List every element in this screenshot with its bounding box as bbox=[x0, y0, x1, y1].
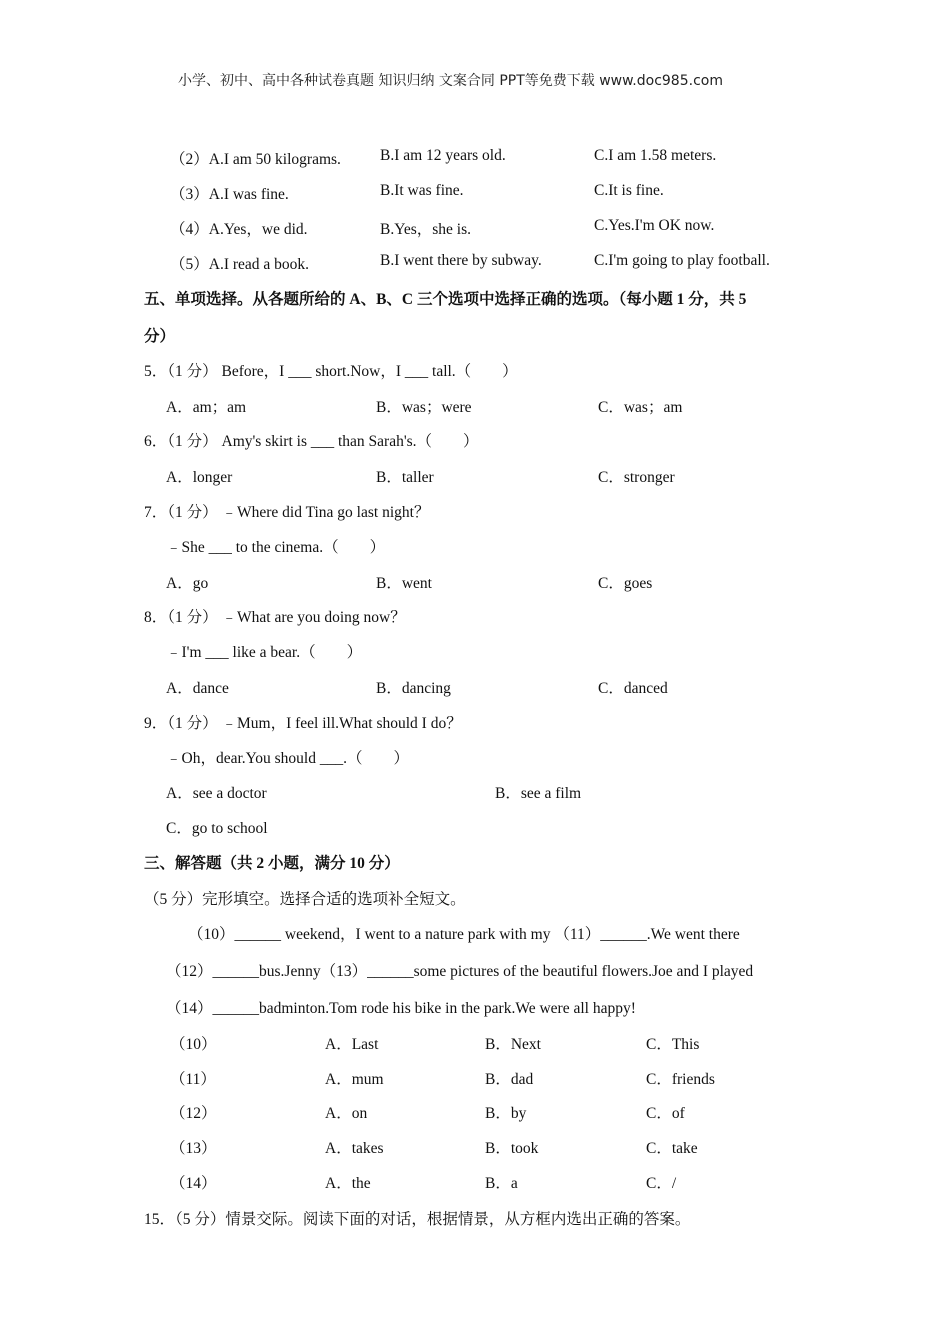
option-b: B．dancing bbox=[376, 680, 451, 697]
question-stem: 5．（1 分） Before，I ___ short.Now，I ___ tall.（ ） bbox=[144, 363, 518, 380]
option-b: B．a bbox=[485, 1175, 518, 1192]
option-c: C．take bbox=[646, 1140, 698, 1157]
passage-line: （10）______ weekend，I went to a nature park with my （11）______.We went there bbox=[188, 926, 740, 943]
option-number: （11） bbox=[170, 1071, 216, 1088]
option-c: C.It is fine. bbox=[594, 182, 664, 199]
option-a: A．mum bbox=[325, 1071, 384, 1088]
option-b: B.I went there by subway. bbox=[380, 252, 542, 269]
option-c: C．/ bbox=[646, 1175, 677, 1192]
option-a: （3）A.I was fine. bbox=[170, 186, 289, 203]
question-stem: 6．（1 分） Amy's skirt is ___ than Sarah's.（ ） bbox=[144, 433, 479, 450]
option-a: A．Last bbox=[325, 1036, 379, 1053]
question-stem-line2: ﹣She ___ to the cinema.（ ） bbox=[166, 539, 386, 556]
question-stem: 8．（1 分） ﹣What are you doing now？ bbox=[144, 609, 406, 626]
option-b: B．dad bbox=[485, 1071, 534, 1088]
question-stem-line2: ﹣I'm ___ like a bear.（ ） bbox=[166, 644, 363, 661]
option-a: （5）A.I read a book. bbox=[170, 256, 310, 273]
option-b: B.Yes，she is. bbox=[380, 221, 472, 238]
option-c: C．go to school bbox=[166, 820, 268, 837]
option-a: （4）A.Yes，we did. bbox=[170, 221, 308, 238]
passage-line: （12）______bus.Jenny（13）______some pictures of the beautiful flowers.Joe and I played bbox=[166, 963, 754, 980]
option-c: C．friends bbox=[646, 1071, 715, 1088]
option-c: C.I'm going to play football. bbox=[594, 252, 770, 269]
option-a: A．see a doctor bbox=[166, 785, 267, 802]
option-a: A．on bbox=[325, 1105, 368, 1122]
option-a: A．takes bbox=[325, 1140, 384, 1157]
option-a: A．the bbox=[325, 1175, 371, 1192]
option-b: B.It was fine. bbox=[380, 182, 464, 199]
option-number: （10） bbox=[170, 1036, 217, 1053]
option-a: A．longer bbox=[166, 469, 233, 486]
section-title-continued: 分） bbox=[144, 328, 176, 345]
option-b: B．was；were bbox=[376, 399, 472, 416]
option-a: A．am；am bbox=[166, 399, 247, 416]
question-stem: 7．（1 分） ﹣Where did Tina go last night？ bbox=[144, 504, 430, 521]
option-b: B．by bbox=[485, 1105, 527, 1122]
option-c: C．of bbox=[646, 1105, 685, 1122]
question-stem: 15．（5 分）情景交际。阅读下面的对话，根据情景，从方框内选出正确的答案。 bbox=[144, 1211, 691, 1228]
option-a: （2）A.I am 50 kilograms. bbox=[170, 151, 341, 168]
option-c: C．stronger bbox=[598, 469, 675, 486]
option-b: B．went bbox=[376, 575, 432, 592]
question-stem: 9．（1 分） ﹣Mum，I feel ill.What should I do？ bbox=[144, 715, 462, 732]
option-a: A．go bbox=[166, 575, 209, 592]
option-b: B．taller bbox=[376, 469, 434, 486]
option-b: B．Next bbox=[485, 1036, 541, 1053]
option-number: （13） bbox=[170, 1140, 217, 1157]
option-c: C．was；am bbox=[598, 399, 683, 416]
option-number: （14） bbox=[170, 1175, 217, 1192]
option-c: C.Yes.I'm OK now. bbox=[594, 217, 715, 234]
option-c: C.I am 1.58 meters. bbox=[594, 147, 717, 164]
cloze-intro: （5 分）完形填空。选择合适的选项补全短文。 bbox=[144, 891, 466, 908]
page-header: 小学、初中、高中各种试卷真题 知识归纳 文案合同 PPT等免费下载 www.doc985.com bbox=[178, 73, 723, 89]
section-title: 三、解答题（共 2 小题，满分 10 分） bbox=[144, 855, 400, 872]
section-title: 五、单项选择。从各题所给的 A、B、C 三个选项中选择正确的选项。（每小题 1 分，共 5 bbox=[144, 291, 747, 308]
option-c: C．This bbox=[646, 1036, 700, 1053]
option-b: B.I am 12 years old. bbox=[380, 147, 506, 164]
option-b: B．see a film bbox=[495, 785, 582, 802]
option-number: （12） bbox=[170, 1105, 217, 1122]
option-c: C．danced bbox=[598, 680, 668, 697]
option-b: B．took bbox=[485, 1140, 539, 1157]
option-c: C．goes bbox=[598, 575, 653, 592]
passage-line: （14）______badminton.Tom rode his bike in the park.We were all happy! bbox=[166, 1000, 636, 1017]
question-stem-line2: ﹣Oh，dear.You should ___.（ ） bbox=[166, 750, 409, 767]
option-a: A．dance bbox=[166, 680, 229, 697]
